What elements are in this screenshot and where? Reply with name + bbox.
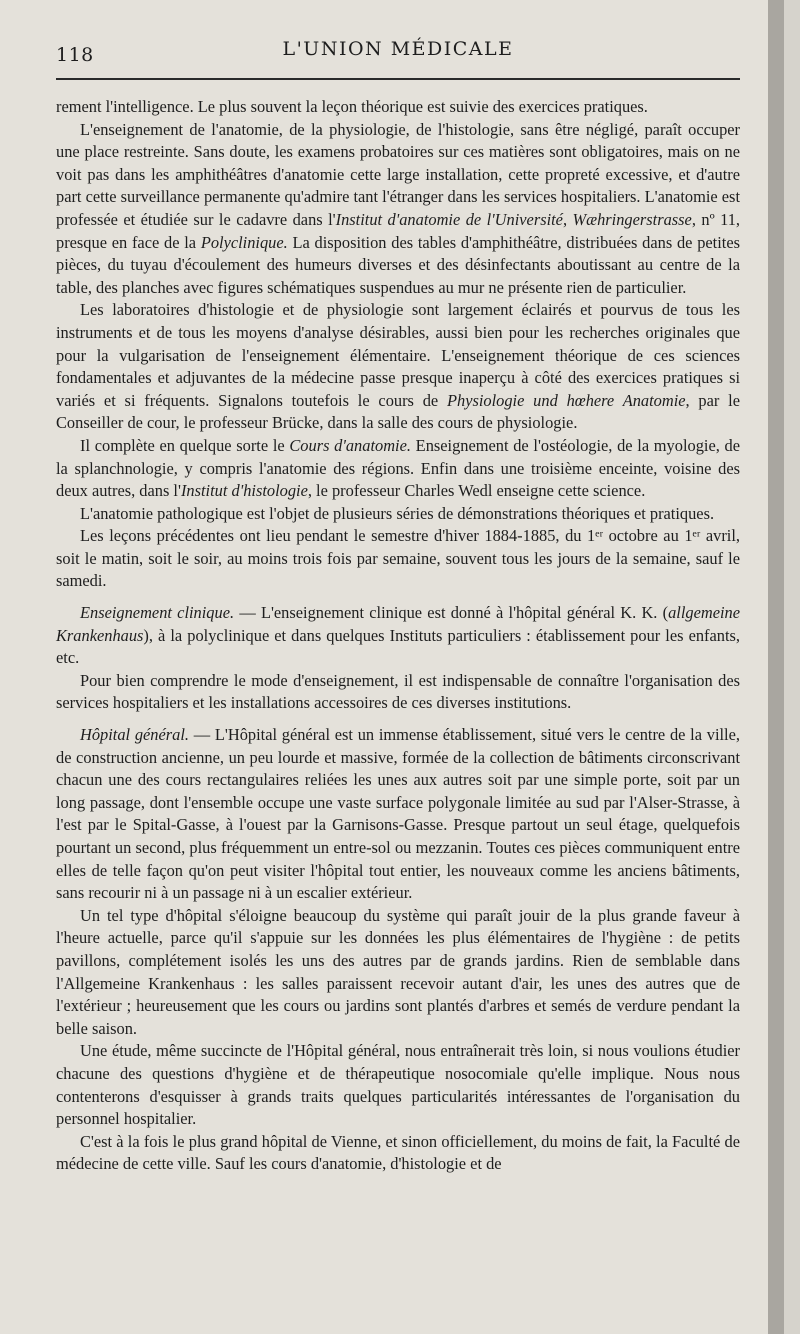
paragraph [56,299,740,435]
text-run: Il complète en quelque sorte le [80,435,290,455]
text-run: Les leçons précédentes ont lieu pendant le semestre d'hiver 1884-1885, du 1ᵉʳ octobre au 1ᵉʳ avril, soit le matin, soit le soir, au moins trois fois par semaine, souvent tous les jours de la semaine, sauf le samedi. [56,526,740,591]
text-run: Enseignement de l'ostéologie, de la myologie, de la splanchnologie, y compris l'anatomie des régions. Enfin dans une troisième enceinte, voisine des deux autres, dans l' [56,435,740,501]
italic-run: Polyclinique. [200,232,288,252]
paragraph [56,905,740,1041]
text-run: C'est à la fois le plus grand hôpital de Vienne, et sinon officiellement, du moins de fait, la Faculté de médecine de cette ville. Sauf les cours d'anatomie, d'histologie et de [56,1131,740,1174]
text-run: , [562,209,573,229]
text-run: , le professeur Charles Wedl enseigne cette science. [307,481,646,501]
text-run: — L'enseignement clinique est donné à l'hôpital général K. K. ( [234,603,669,623]
paragraph [56,525,740,593]
page-header [56,36,740,66]
text-run: Un tel type d'hôpital s'éloigne beaucoup du système qui paraît jouir de la plus grande faveur à l'heure actuelle, parce qu'il s'appuie sur les données les plus élémentaires de l'hygiène : de petits pavillons, complétement isolés les uns des autres par de grands jardins. Rien de semblable dans l'Allgemeine Krankenhaus : les salles paraissent recevoir autant d'air, les unes des autres que de l'extérieur ; heureusement que les cours ou jardins sont plantés d'arbres et semés de verdure pendant la belle saison. [56,905,740,1038]
italic-run: Institut d'anatomie de l'Université [335,209,563,229]
italic-run: Cours d'anatomie. [289,435,411,455]
page-number: 118 [56,44,94,66]
italic-run: Hôpital général. [80,725,189,745]
italic-run: Wæhringerstrasse [572,209,692,229]
italic-run: allgemeine Krankenhaus [56,603,740,645]
italic-run: Institut d'histologie [180,481,308,501]
paragraph [56,435,740,503]
text-run: Les laboratoires d'histologie et de physiologie sont largement éclairés et pourvus de tous les instruments et de tous les moyens d'analyse désirables, aussi bien pour les recherches originales que pour la vulgarisation de l'enseignement élémentaire. L'enseignement théorique de ces sciences fondamentales et adjuvantes de la médecine passe presque inaperçu à côté des exercices pratiques si variés et si fréquents. Signalons toutefois le cours de [56,300,740,410]
paragraph [56,119,740,300]
text-run: La disposition des tables d'amphithéâtre, distribuées dans de petites pièces, du tuyau d'écoulement des humeurs diverses et des désinfectants aboutissant au centre de la table, des planches avec figures schématiques suspendues au mur ne présente rien de particulier. [56,232,740,297]
header-rule [56,78,740,80]
paragraph [56,670,740,715]
body-text [56,96,740,1176]
italic-run: Physiologie und hœhere Anatomie [447,390,686,410]
text-run: Pour bien comprendre le mode d'enseignement, il est indispensable de connaître l'organisation des services hospitaliers et les installations accessoires de ces diverses institutions. [56,670,740,713]
paragraph [56,724,740,905]
italic-run: Enseignement clinique. [80,603,235,623]
paragraph [56,1131,740,1176]
text-run: , par le Conseiller de cour, le professeur Brücke, dans la salle des cours de physiologie. [56,390,740,433]
paragraph [56,1040,740,1130]
running-title: L'UNION MÉDICALE [282,38,514,60]
paragraph [56,602,740,670]
paragraph [56,96,740,119]
text-run: L'anatomie pathologique est l'objet de plusieurs séries de démonstrations théoriques et pratiques. [80,503,715,523]
page-edge-shadow [768,0,784,1334]
text-run: ), à la polyclinique et dans quelques Instituts particuliers : établissement pour les enfants, etc. [56,625,740,668]
text-run: — L'Hôpital général est un immense établissement, situé vers le centre de la ville, de construction ancienne, un peu lourde et massive, formée de la collection de bâtiments circonscrivant chacun une des cours rectangulaires reliées les unes aux autres soit par une simple porte, soit par un long passage, dont l'ensemble occupe une vaste surface polygonale limitée au sud par l'Alser-Strasse, à l'est par le Spital-Gasse, à l'ouest par la Garnisons-Gasse. Presque partout un seul étage, quelquefois pourtant un second, plus fréquemment un entre-sol ou mezzanin. Toutes ces pièces communiquent entre elles de telle façon qu'on peut visiter l'hôpital tout entier, les nouveaux comme les anciens bâtiments, sans recourir ni à un passage ni à un escalier extérieur. [56,725,740,903]
text-run: rement l'intelligence. Le plus souvent la leçon théorique est suivie des exercices pratiques. [56,97,648,116]
text-run: Une étude, même succincte de l'Hôpital général, nous entraînerait très loin, si nous voulions étudier chacune des questions d'hygiène et de thérapeutique nosocomiale qu'elle implique. Nous nous contenterons d'esquisser à grands traits quelques particularités intéressantes de l'organisation du personnel hospitalier. [56,1041,740,1129]
text-run: , nº 11, presque en face de la [56,209,740,252]
paragraph [56,503,740,526]
text-run: L'enseignement de l'anatomie, de la physiologie, de l'histologie, sans être négligé, paraît occuper une place restreinte. Sans doute, les examens probatoires sur ces matières sont obligatoires, mais on ne voit pas dans les amphithéâtres d'anatomie cette large installation, cette propreté excessive, et d'autre part cette surveillance permanente qu'admire tant l'étranger dans les services hospitaliers. L'anatomie est professée et étudiée sur le cadavre dans l' [56,119,740,229]
